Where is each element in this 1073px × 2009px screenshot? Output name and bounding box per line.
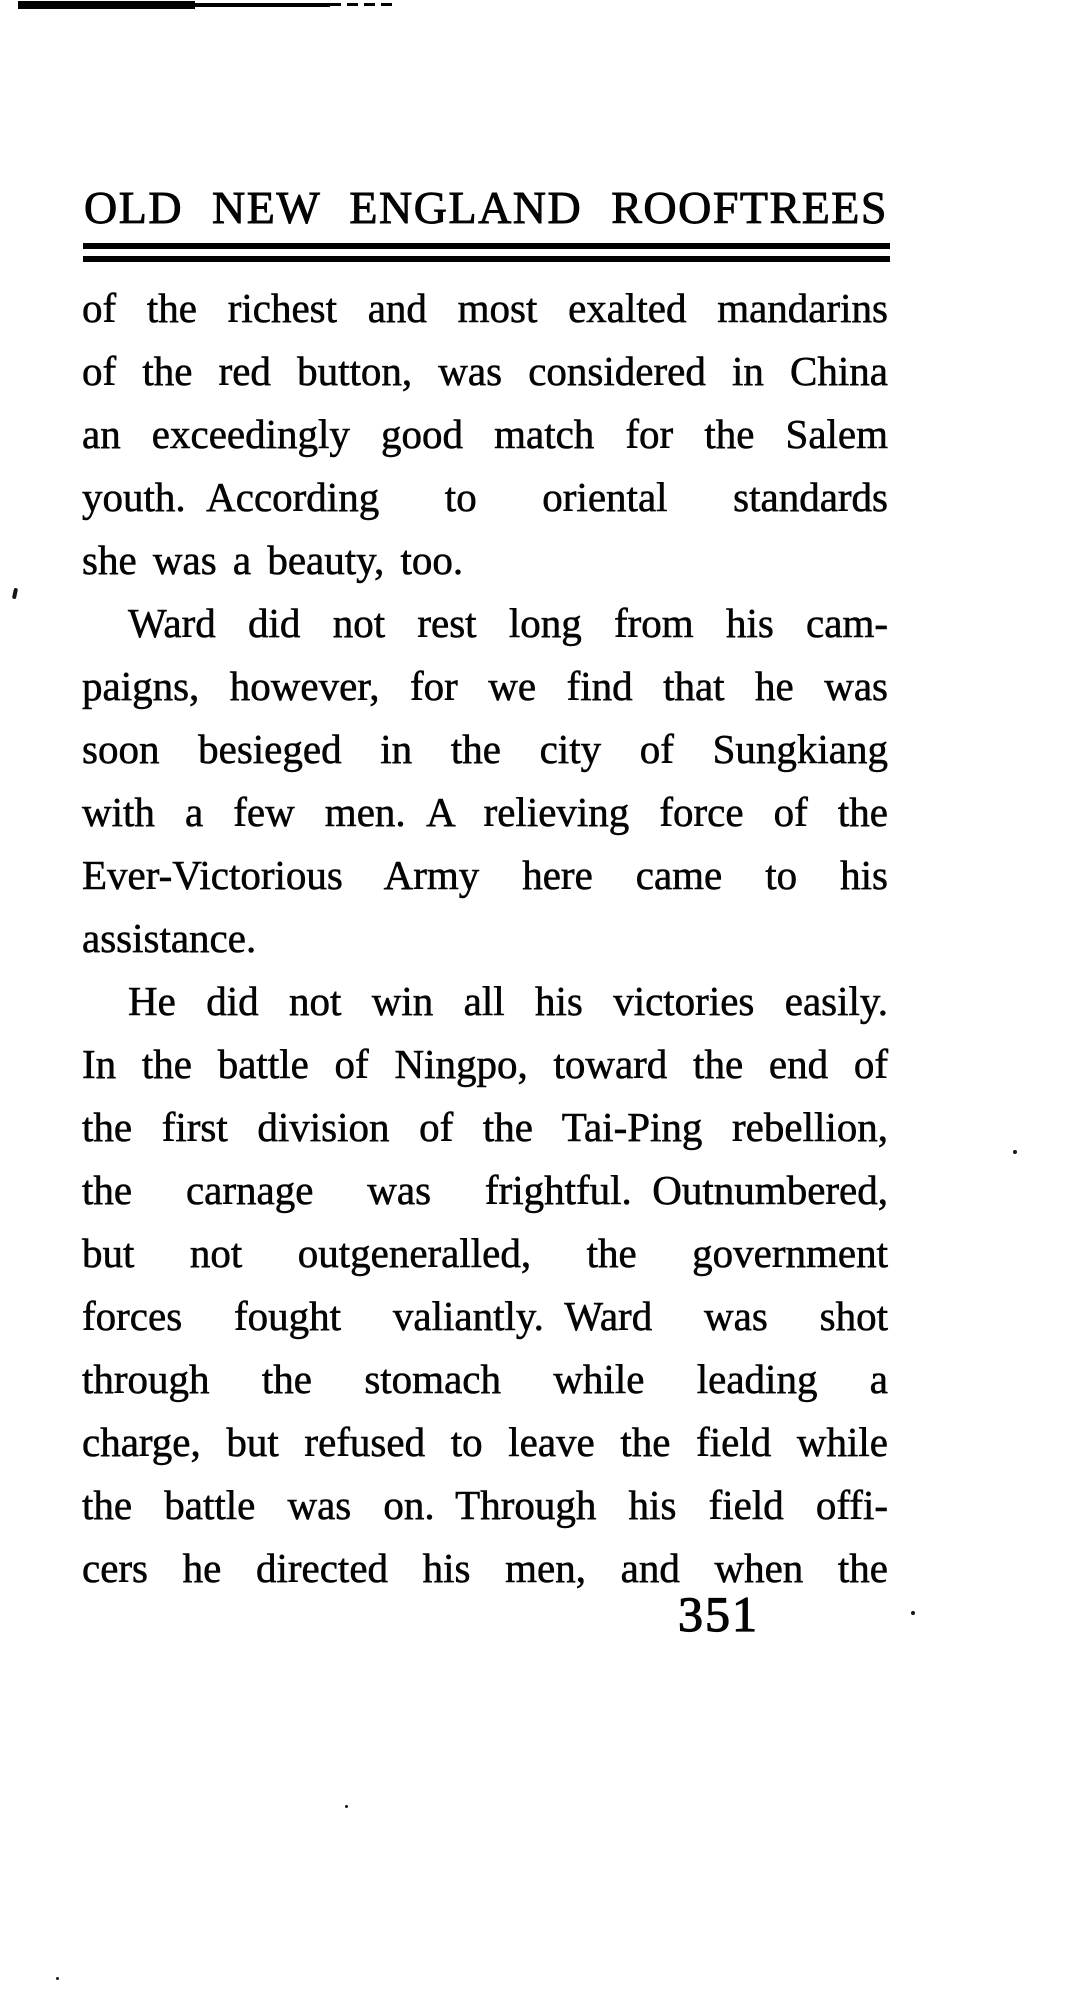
header-rule-top — [83, 243, 890, 249]
text-line: an exceedingly good match for the Salem — [82, 411, 888, 457]
body-text — [82, 277, 888, 1600]
text-line: soon besieged in the city of Sungkiang — [82, 726, 888, 772]
scan-speck — [1013, 1150, 1017, 1154]
text-line: of the richest and most exalted mandarins — [82, 285, 888, 331]
text-line: the battle was on. Through his field offi- — [82, 1482, 888, 1528]
scan-speck — [345, 1805, 348, 1808]
text-line: paigns, however, for we find that he was — [82, 663, 888, 709]
text-line: charge, but refused to leave the field while — [82, 1419, 888, 1465]
scan-artifact-dashes — [330, 3, 394, 6]
text-line: but not outgeneralled, the government — [82, 1230, 888, 1276]
paragraph — [82, 970, 888, 1600]
header-rule-bottom — [83, 256, 890, 262]
text-line: youth. According to oriental standards — [82, 474, 888, 520]
text-line: the carnage was frightful. Outnumbered, — [82, 1167, 888, 1213]
scan-speck — [56, 1977, 59, 1980]
text-line: assistance. — [82, 915, 257, 961]
text-line: Ever-Victorious Army here came to his — [82, 852, 888, 898]
page-title: OLD NEW ENGLAND ROOFTREES — [84, 182, 888, 233]
paragraph — [82, 592, 888, 970]
text-line: In the battle of Ningpo, toward the end of — [82, 1041, 888, 1087]
text-line: through the stomach while leading a — [82, 1356, 888, 1402]
text-line: with a few men. A relieving force of the — [82, 789, 888, 835]
text-line: the first division of the Tai-Ping rebellion, — [82, 1104, 888, 1150]
text-line: she was a beauty, too. — [82, 537, 464, 583]
page-number: 351 — [678, 1586, 759, 1642]
scan-artifact-line — [195, 3, 330, 7]
text-line: cers he directed his men, and when the — [82, 1545, 888, 1591]
scan-speck — [12, 588, 18, 600]
text-line: He did not win all his victories easily. — [128, 978, 888, 1024]
text-line: forces fought valiantly. Ward was shot — [82, 1293, 888, 1339]
paragraph — [82, 277, 888, 592]
scan-speck — [911, 1611, 915, 1615]
scan-artifact-bar — [18, 1, 195, 9]
text-line: Ward did not rest long from his cam- — [128, 600, 888, 646]
text-line: of the red button, was considered in China — [82, 348, 888, 394]
